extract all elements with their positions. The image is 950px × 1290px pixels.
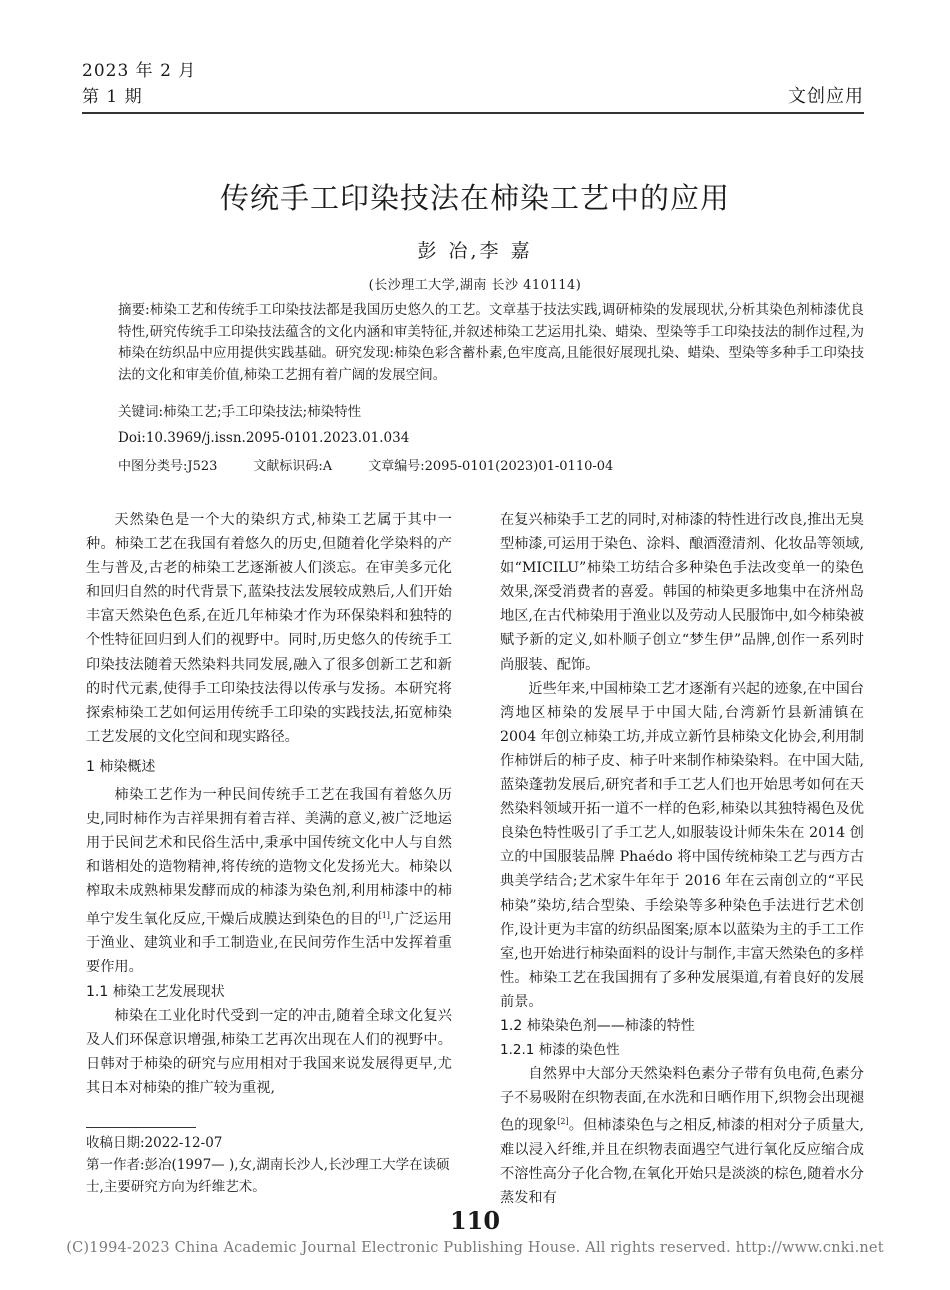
footnote bbox=[86, 1132, 456, 1198]
classification-row bbox=[118, 455, 649, 474]
section-label: 文创应用 bbox=[788, 86, 864, 107]
doi: Doi:10.3969/j.issn.2095-0101.2023.01.034 bbox=[118, 430, 410, 446]
intro-paragraph: 天然染色是一个大的染织方式,柿染工艺属于其中一种。柿染工艺在我国有着悠久的历史,但随着化学染料的产生与普及,古老的柿染工艺逐渐被人们淡忘。在审美多元化和回归自然的时代背景下,蓝染技法发展较成熟后,人们开始丰富天然染色色系,在近几年柿染才作为环保染料和独特的个性特征回归到人们的视野中。同时,历史悠久的传统手工印染技法随着天然染料共同发展,融入了很多创新工艺和新的时代元素,使得手工印染技法得以传承与发扬。本研究将探索柿染工艺如何运用传统手工印染的实践技法,拓宽柿染工艺发展的文化空间和现实路径。 bbox=[86, 512, 452, 745]
header-rule bbox=[82, 112, 864, 114]
document-code: 文献标识码:A bbox=[253, 459, 333, 474]
paper-authors: 彭 冶,李 嘉 bbox=[417, 240, 533, 262]
keywords: 关键词:柿染工艺;手工印染技法;柿染特性 bbox=[118, 404, 362, 420]
footnote-rule bbox=[86, 1127, 196, 1128]
received-date: 收稿日期:2022-12-07 bbox=[86, 1135, 223, 1151]
clc-number: 中图分类号:J523 bbox=[118, 459, 218, 474]
section1-2-1-paragraph: 自然界中大部分天然染料色素分子带有负电荷,色素分子不易吸附在织物表面,在水洗和日晒作用下,织物会出现褪色的现象[2]。但柿漆染色与之相反,柿漆的相对分子质量大,难以浸入纤维,并且在织物表面遇空气进行氧化反应缩合成不溶性高分子化合物,在氧化开始只是淡淡的棕色,随着水分蒸发和有 bbox=[500, 1066, 864, 1207]
author-affiliation: (长沙理工大学,湖南 长沙 410114) bbox=[368, 278, 582, 293]
china-development-paragraph: 近些年来,中国柿染工艺才逐渐有兴起的迹象,在中国台湾地区柿染的发展早于中国大陆,台湾新竹县新浦镇在 2004 年创立柿染工坊,并成立新竹县柿染文化协会,利用制作柿饼后的柿子皮、柿子叶来制作柿染染料。在中国大陆,蓝染蓬勃发展后,研究者和手工艺人们也开始思考如何在天然染料领域开拓一道不一样的色彩,柿染以其独特褐色及优良染色特性吸引了手工艺人,如服装设计师朱朱在 2014 创立的中国服装品牌 Phaédo 将中国传统柿染工艺与西方古典美学结合;艺术家牛年年于 2016 年在云南创立的“平民柿染”染坊,结合型染、手绘染等多种染色手法进行艺术创作,设计更为丰富的纺织品图案;原本以蓝染为主的手工工作室,也开始进行柿染面料的设计与制作,丰富天然染色的多样性。柿染工艺在我国拥有了多种发展渠道,有着良好的发展前景。 bbox=[500, 680, 864, 1010]
abstract bbox=[118, 300, 864, 386]
issue-number: 第 1 期 bbox=[82, 87, 143, 107]
author-info: 第一作者:彭冶(1997— ),女,湖南长沙人,长沙理工大学在读硕士,主要研究方向为纤维艺术。 bbox=[86, 1157, 450, 1195]
continued-paragraph: 在复兴柿染手工艺的同时,对柿漆的特性进行改良,推出无臭型柿漆,可运用于染色、涂料、酿酒澄清剂、化妆品等领域,如“MICILU”柿染工坊结合多种染色手法改变单一的染色效果,深受消费者的喜爱。韩国的柿染更多地集中在济州岛地区,在古代柿染用于渔业以及劳动人民服饰中,如今柿染被赋予新的定义,如朴顺子创立“梦生伊”品牌,创作一系列时尚服装、配饰。 bbox=[500, 512, 864, 673]
section-heading-1-2: 1.2 柿染染色剂——柿漆的特性 bbox=[500, 1017, 695, 1034]
paper-title: 传统手工印染技法在柿染工艺中的应用 bbox=[219, 181, 730, 215]
copyright-line: (C)1994-2023 China Academic Journal Electronic Publishing House. All rights reserved. http://www.cnki.net bbox=[66, 1240, 884, 1256]
section-heading-1-2-1: 1.2.1 柿漆的染色性 bbox=[500, 1042, 620, 1059]
journal-issue-block bbox=[82, 58, 196, 110]
section-heading-1: 1 柿染概述 bbox=[86, 758, 156, 775]
body-column-left bbox=[86, 508, 452, 1100]
page-number: 110 bbox=[449, 1206, 501, 1235]
abstract-text: 摘要:柿染工艺和传统手工印染技法都是我国历史悠久的工艺。文章基于技法实践,调研柿染的发展现状,分析其染色剂柿漆优良特性,研究传统手工印染技法蕴含的文化内涵和审美特征,并叙述柿染工艺运用扎染、蜡染、型染等手工印染技法的制作过程,为柿染在纺织品中应用提供实践基础。研究发现:柿染色彩含蓄朴素,色牢度高,且能很好展现扎染、蜡染、型染等多种手工印染技法的文化和审美价值,柿染工艺拥有着广阔的发展空间。 bbox=[118, 302, 864, 383]
section1-1-paragraph: 柿染在工业化时代受到一定的冲击,随着全球文化复兴及人们环保意识增强,柿染工艺再次出现在人们的视野中。日韩对于柿染的研究与应用相对于我国来说发展得更早,尤其日本对柿染的推广较为重视, bbox=[86, 1007, 452, 1096]
reference-2[interactable]: [2] bbox=[557, 1117, 569, 1127]
article-number: 文章编号:2095-0101(2023)01-0110-04 bbox=[368, 459, 614, 474]
section1-paragraph: 柿染工艺作为一种民间传统手工艺在我国有着悠久历史,同时柿作为吉祥果拥有着吉祥、美满的意义,被广泛地运用于民间艺术和民俗生活中,秉承中国传统文化中人与自然和谐相处的造物精神,将传统的造物文化发扬光大。柿染以榨取未成熟柿果发酵而成的柿漆为染色剂,利用柿漆中的柿单宁发生氧化反应,干燥后成膜达到染色的目的[1],广泛运用于渔业、建筑业和手工制造业,在民间劳作生活中发挥着重要作用。 bbox=[86, 787, 453, 976]
reference-1[interactable]: [1] bbox=[378, 910, 390, 920]
issue-date: 2023 年 2 月 bbox=[82, 61, 197, 81]
section-heading-1-1: 1.1 柿染工艺发展现状 bbox=[86, 983, 225, 1000]
body-column-right bbox=[500, 508, 864, 1210]
